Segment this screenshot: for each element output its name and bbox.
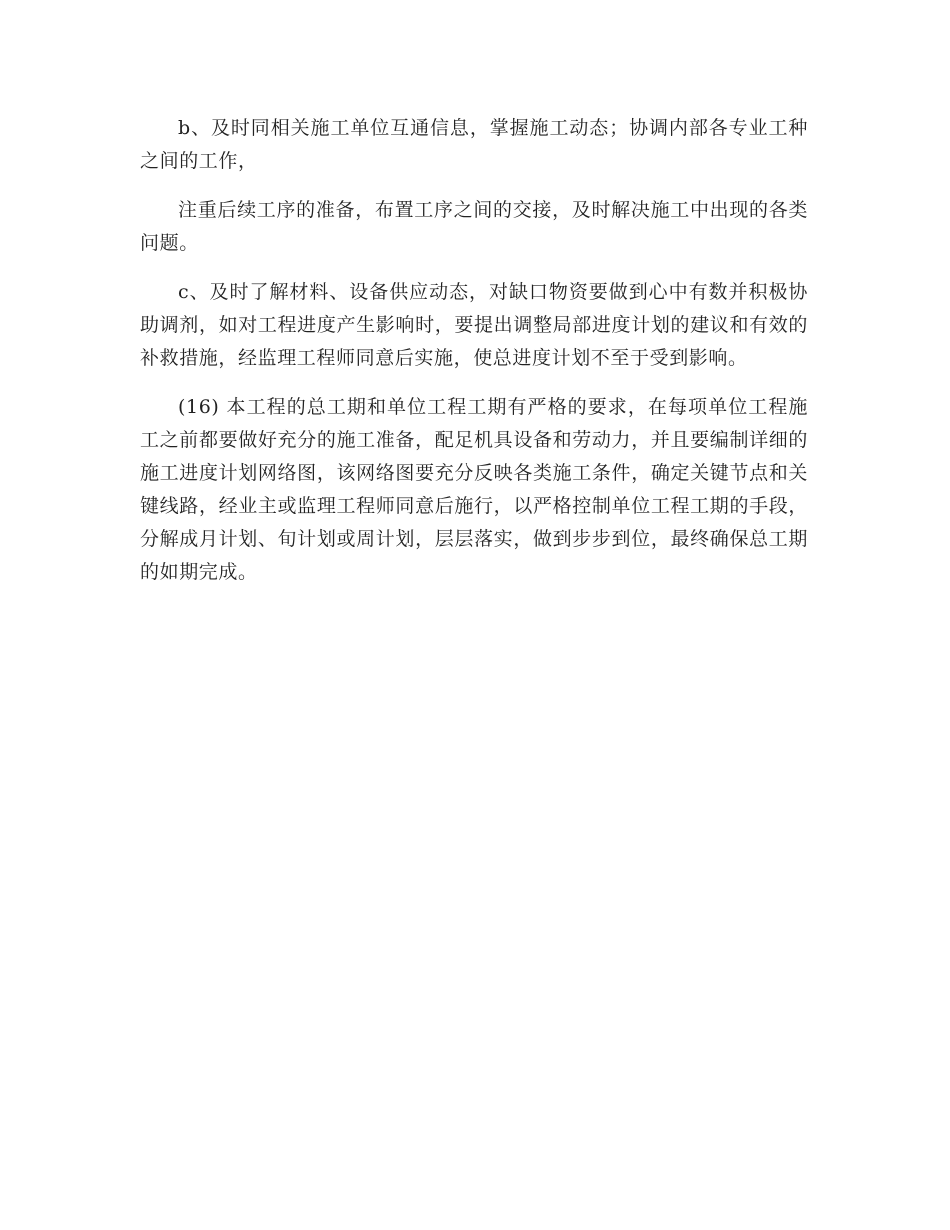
- document-body: [140, 112, 808, 605]
- paragraph-16-schedule-control: (16) 本工程的总工期和单位工程工期有严格的要求，在每项单位工程施工之前都要做好充分的施工准备，配足机具设备和劳动力，并且要编制详细的施工进度计划网络图，该网络图要充分反映各类施工条件，确定关键节点和关键线路，经业主或监理工程师同意后施行，以严格控制单位工程工期的手段，分解成月计划、旬计划或周计划，层层落实，做到步步到位，最终确保总工期的如期完成。: [140, 396, 808, 583]
- paragraph-c-materials-supply: c、及时了解材料、设备供应动态，对缺口物资要做到心中有数并积极协助调剂，如对工程进度产生影响时，要提出调整局部进度计划的建议和有效的补救措施，经监理工程师同意后实施，使总进度计划不至于受到影响。: [140, 281, 808, 369]
- paragraph-b-coordination: b、及时同相关施工单位互通信息，掌握施工动态；协调内部各专业工种之间的工作，: [140, 117, 808, 172]
- paragraph-follow-up-process: 注重后续工序的准备，布置工序之间的交接，及时解决施工中出现的各类问题。: [140, 199, 808, 254]
